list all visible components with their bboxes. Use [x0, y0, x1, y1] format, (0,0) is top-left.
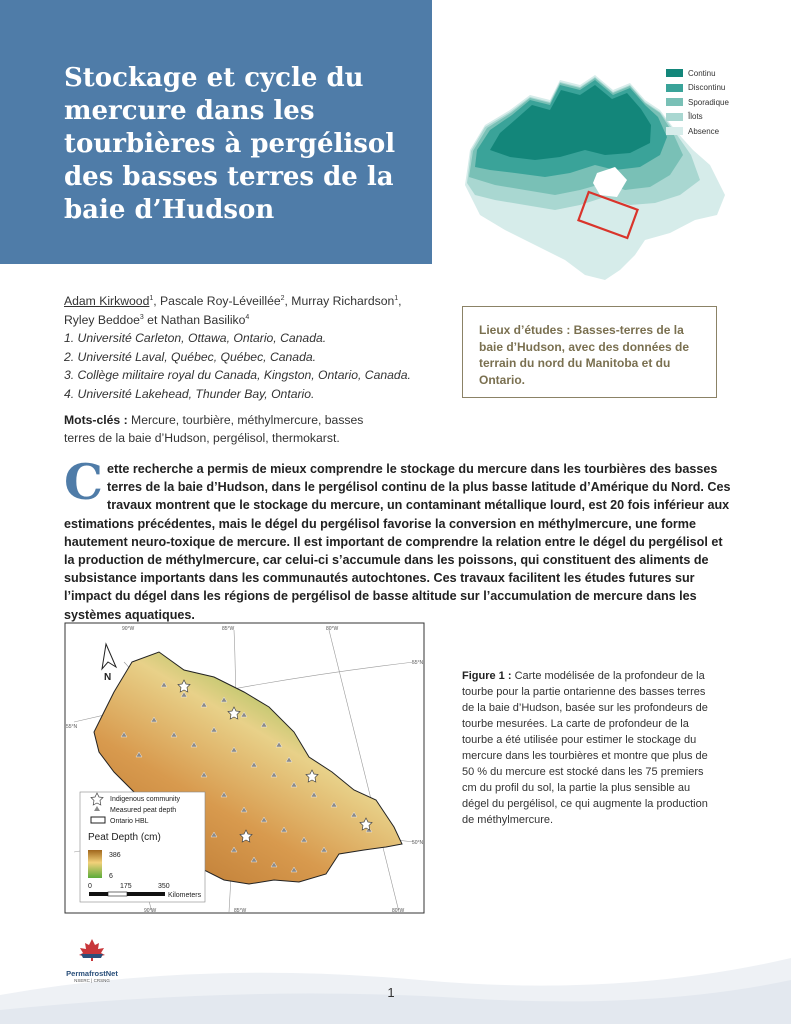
affiliation-marker: 3: [139, 313, 144, 321]
scale-tick: 350: [158, 883, 170, 890]
legend-label: Sporadique: [688, 97, 729, 107]
author-block: [64, 292, 424, 403]
permafrostnet-logo: [62, 938, 122, 988]
study-sites-box: Lieux d’études : Basses-terres de la baie d’Hudson, avec des données de terrain du nord du Manitoba et du Ontario.: [462, 306, 717, 398]
permafrost-legend: [666, 66, 729, 139]
legend-swatch: [666, 127, 683, 135]
caption-label: Figure 1 :: [462, 670, 512, 682]
legend-item: [666, 95, 729, 110]
north-label: N: [104, 672, 112, 683]
legend-label: Discontinu: [688, 83, 726, 93]
affiliation-marker: 1: [149, 294, 154, 302]
scale-unit: Kilometers: [168, 892, 202, 899]
peat-colorbar: [88, 850, 102, 878]
lat-label: 55°N: [412, 660, 424, 666]
legend-item: [666, 124, 729, 139]
author-name: Adam Kirkwood: [64, 294, 150, 308]
page-title: Stockage et cycle du mercure dans les tourbières à pergélisol des basses terres de la baie d’Hudson: [64, 63, 396, 225]
author-name: et Nathan Basiliko: [143, 312, 246, 327]
peat-max: 386: [109, 852, 121, 859]
legend-label: Indigenous community: [110, 796, 181, 803]
legend-swatch: [666, 84, 683, 92]
legend-item: [666, 81, 729, 96]
peat-depth-title: Peat Depth (cm): [88, 832, 161, 843]
affiliation-marker: 4: [245, 313, 250, 321]
legend-label: Measured peat depth: [110, 807, 177, 814]
legend-swatch: [666, 113, 683, 121]
legend-label: Continu: [688, 68, 716, 78]
keywords: [64, 411, 384, 447]
affiliation: 4. Université Lakehead, Thunder Bay, Ontario.: [64, 386, 315, 401]
legend-label: Absence: [688, 126, 720, 136]
map-legend: [80, 792, 205, 902]
abstract-text: ette recherche a permis de mieux comprendre le stockage du mercure dans les tourbières des basses terres de la baie d’Hudson, dans le pergélisol continu de la plus basse latitude d’Amérique du Nord. Ces travaux montrent que le stockage du mercure, un contaminant métallique lourd, est 20 fois inférieur aux estimations précédentes, mais le dégel du pergélisol favorise la conversion en méthylmercure, une forme hautement neuro-toxique de mercure. Il est important de comprendre la relation entre le dégel du pergélisol et la production de méthylmercure, car celui-ci s’accumule dans les poissons, qui constituent des aliments de subsistance importants dans les communautés autochtones. Ces travaux facilitent les études futures sur l’impact du dégel dans les régions de pergélisol de basse altitude sur l’accumulation de mercure dans les systèmes aquatiques.: [64, 462, 731, 622]
logo-name: PermafrostNet: [66, 969, 118, 978]
drop-cap: C: [64, 453, 103, 511]
author-name: , Murray Richardson: [284, 294, 395, 308]
lon-label: 80°W: [326, 626, 339, 632]
scale-tick: 0: [88, 883, 92, 890]
lat-label: 50°N: [412, 840, 424, 846]
author-name: , Ryley Beddoe: [64, 294, 402, 327]
scale-tick: 175: [120, 883, 132, 890]
caption-text: Carte modélisée de la profondeur de la tourbe pour la partie ontarienne des basses terres de la baie d’Hudson, basée sur les profondeurs de tourbe mesurées. La carte de profondeur de la tourbe a été utilisée pour estimer le stockage du mercure dans les tourbières et montre que plus de 50 % du mercure est stocké dans les 75 premiers cm du profil du sol, la partie la plus sensible au dégel du pergélisol, ce qui augmente la production de méthylmercure.: [462, 670, 708, 826]
peat-min: 6: [109, 873, 113, 880]
title-banner: [0, 0, 432, 264]
logo-sub: NSERC | CRSNG: [74, 978, 110, 983]
keywords-text: Mercure, tourbière, méthylmercure, basses terres de la baie d’Hudson, pergélisol, thermokarst.: [64, 413, 364, 445]
affiliation-marker: 2: [280, 294, 285, 302]
lat-label: 55°N: [66, 724, 78, 730]
legend-swatch: [666, 69, 683, 77]
maple-leaf-icon: [77, 938, 107, 962]
author-name: , Pascale Roy-Léveillée: [153, 294, 281, 308]
legend-label: Îlots: [688, 112, 703, 122]
abstract: [64, 453, 734, 624]
lon-label: 80°W: [392, 908, 405, 914]
affiliation: 1. Université Carleton, Ottawa, Ontario, Canada.: [64, 331, 327, 345]
legend-label: Ontario HBL: [110, 818, 149, 825]
affiliation: 3. Collège militaire royal du Canada, Kingston, Ontario, Canada.: [64, 368, 411, 382]
lon-label: 90°W: [122, 626, 135, 632]
page-number: 1: [387, 985, 395, 1000]
figure-caption: [462, 668, 712, 828]
author-list: [64, 292, 424, 329]
lon-label: 85°W: [234, 908, 247, 914]
lon-label: 85°W: [222, 626, 235, 632]
lon-label: 90°W: [144, 908, 157, 914]
legend-item: [666, 110, 729, 125]
keywords-label: Mots-clés :: [64, 413, 128, 427]
peat-depth-map: [64, 622, 425, 914]
affiliation-marker: 1: [394, 294, 399, 302]
affiliation: 2. Université Laval, Québec, Québec, Canada.: [64, 349, 317, 364]
legend-swatch: [666, 98, 683, 106]
legend-item: [666, 66, 729, 81]
